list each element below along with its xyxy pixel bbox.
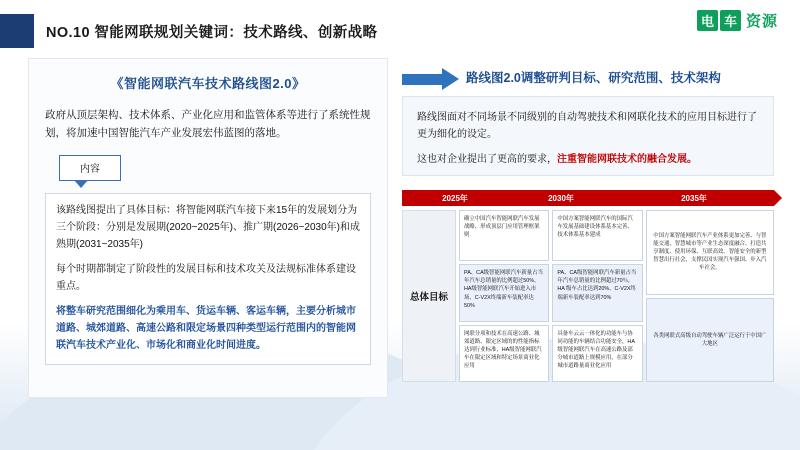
timeline-column-2035 — [646, 210, 774, 382]
timeline-year-2025 — [402, 190, 508, 206]
timeline-cell-1-2: 具备车云云一体化的功能车与协同功能的车辆结合功能安全，HA 级智能网联汽车在高速公路及部分城市道路上规模应用，在部分城市道路量商业化应用 — [552, 325, 642, 382]
timeline-cell-0-1: PA、CA级智能网联汽车新量占当年汽车总销量的比例超过50%，HA级智能网联汽车开始进入市场、C-V2X终端新车装配率达50% — [459, 264, 549, 321]
timeline-body — [402, 210, 774, 382]
arrow-icon — [402, 68, 460, 90]
timeline-cell-2-1: 各类网联式高级自动驾驶车辆广泛运行于中国广大地区 — [646, 298, 774, 383]
timeline-year-label-2: 2035年 — [681, 193, 707, 203]
left-point-2: 将整车研究范围细化为乘用车、货运车辆、客运车辆，主要分析城市道路、城郊道路、高速公路和限定场景四种类型运行范围内的智能网联汽车技术产业化、市场化和商业化时间进度。 — [56, 305, 356, 351]
timeline-row-label: 总体目标 — [402, 210, 456, 382]
right-panel-box — [402, 96, 774, 176]
right-paragraph-2-pre: 这也对企业提出了更高的要求， — [417, 154, 557, 165]
page-title: NO.10 智能网联规划关键词：技术路线、创新战略 — [46, 24, 378, 41]
logo-mark — [697, 10, 743, 31]
timeline-cell-1-0: 中国方案智能网联汽车的国际汽车发展基础建设体系基本完善、技术体系基本建成 — [552, 210, 642, 261]
timeline-year-2030 — [508, 190, 614, 206]
right-paragraph-2-highlight: 注重智能网联技术的融合发展。 — [557, 154, 697, 165]
left-point-1: 每个时期都制定了阶段性的发展目标和技术攻关及法规标准体系建设重点。 — [56, 263, 356, 292]
timeline-cell-2-0: 中国方案智能网联汽车产业体系更加完善、与智能交通、智慧城市等产业生态深度融合、打造共享制度、使用环保、互联高效、智能安全的新型智慧出行社会，支撑民国实现汽车强国、步入汽车社会。 — [646, 210, 774, 295]
left-point-0: 该路线图提出了具体目标：将智能网联汽车接下来15年的发展划分为三个阶段：分别是发展期(2020~2025年)、推广期(2026~2030年)和成熟期(2031~2035年) — [56, 204, 360, 250]
timeline-cell-0-2: 网联分项和技术在高速公路、城郊道路、限定区域的的性能指标达到行业标准，HA级智能网联汽车在限定区域和特定场景商业化应用 — [459, 325, 549, 382]
left-panel-title: 《智能网联汽车技术路线图2.0》 — [110, 76, 306, 91]
right-paragraph-2 — [417, 151, 759, 168]
timeline-cell-0-0: 确立中国汽车智能网联汽车发展战略、形成顶层门应用管理框架则 — [459, 210, 549, 261]
left-panel — [28, 58, 388, 398]
right-paragraph-1: 路线图面对不同场景不同级别的自动驾驶技术和网联化技术的应用目标进行了更为细化的设定。 — [417, 112, 757, 140]
timeline-year-label-1: 2030年 — [548, 193, 574, 203]
timeline-column-2025 — [459, 210, 549, 382]
left-detail-box — [45, 193, 371, 365]
header-accent-block — [0, 14, 34, 48]
timeline-table — [402, 190, 774, 382]
timeline-year-label-0: 2025年 — [442, 193, 468, 203]
slide-header — [0, 0, 800, 62]
timeline-column-2030 — [552, 210, 642, 382]
timeline-columns — [456, 210, 774, 382]
right-panel-title: 路线图2.0调整研判目标、研究范围、技术架构 — [466, 71, 721, 85]
left-panel-paragraph: 政府从顶层架构、技术体系、产业化应用和监管体系等进行了系统性规划，将加速中国智能汽车产业发展宏伟蓝图的落地。 — [45, 109, 371, 140]
timeline-cell-1-1: PA、CA级智能网联汽车新量占当年汽车总销量的比例超过70％，HA 级车占比达到20%、C-V2X终端新车装配率达到70% — [552, 264, 642, 321]
logo-char-2: 车 — [720, 10, 741, 31]
content-callout-label: 内容 — [80, 164, 100, 176]
timeline-year-2035 — [614, 190, 774, 206]
content-callout — [59, 155, 121, 181]
brand-logo — [697, 10, 778, 31]
logo-text: 资源 — [745, 13, 778, 30]
logo-char-1: 电 — [697, 10, 718, 31]
timeline-year-bar — [402, 190, 774, 206]
